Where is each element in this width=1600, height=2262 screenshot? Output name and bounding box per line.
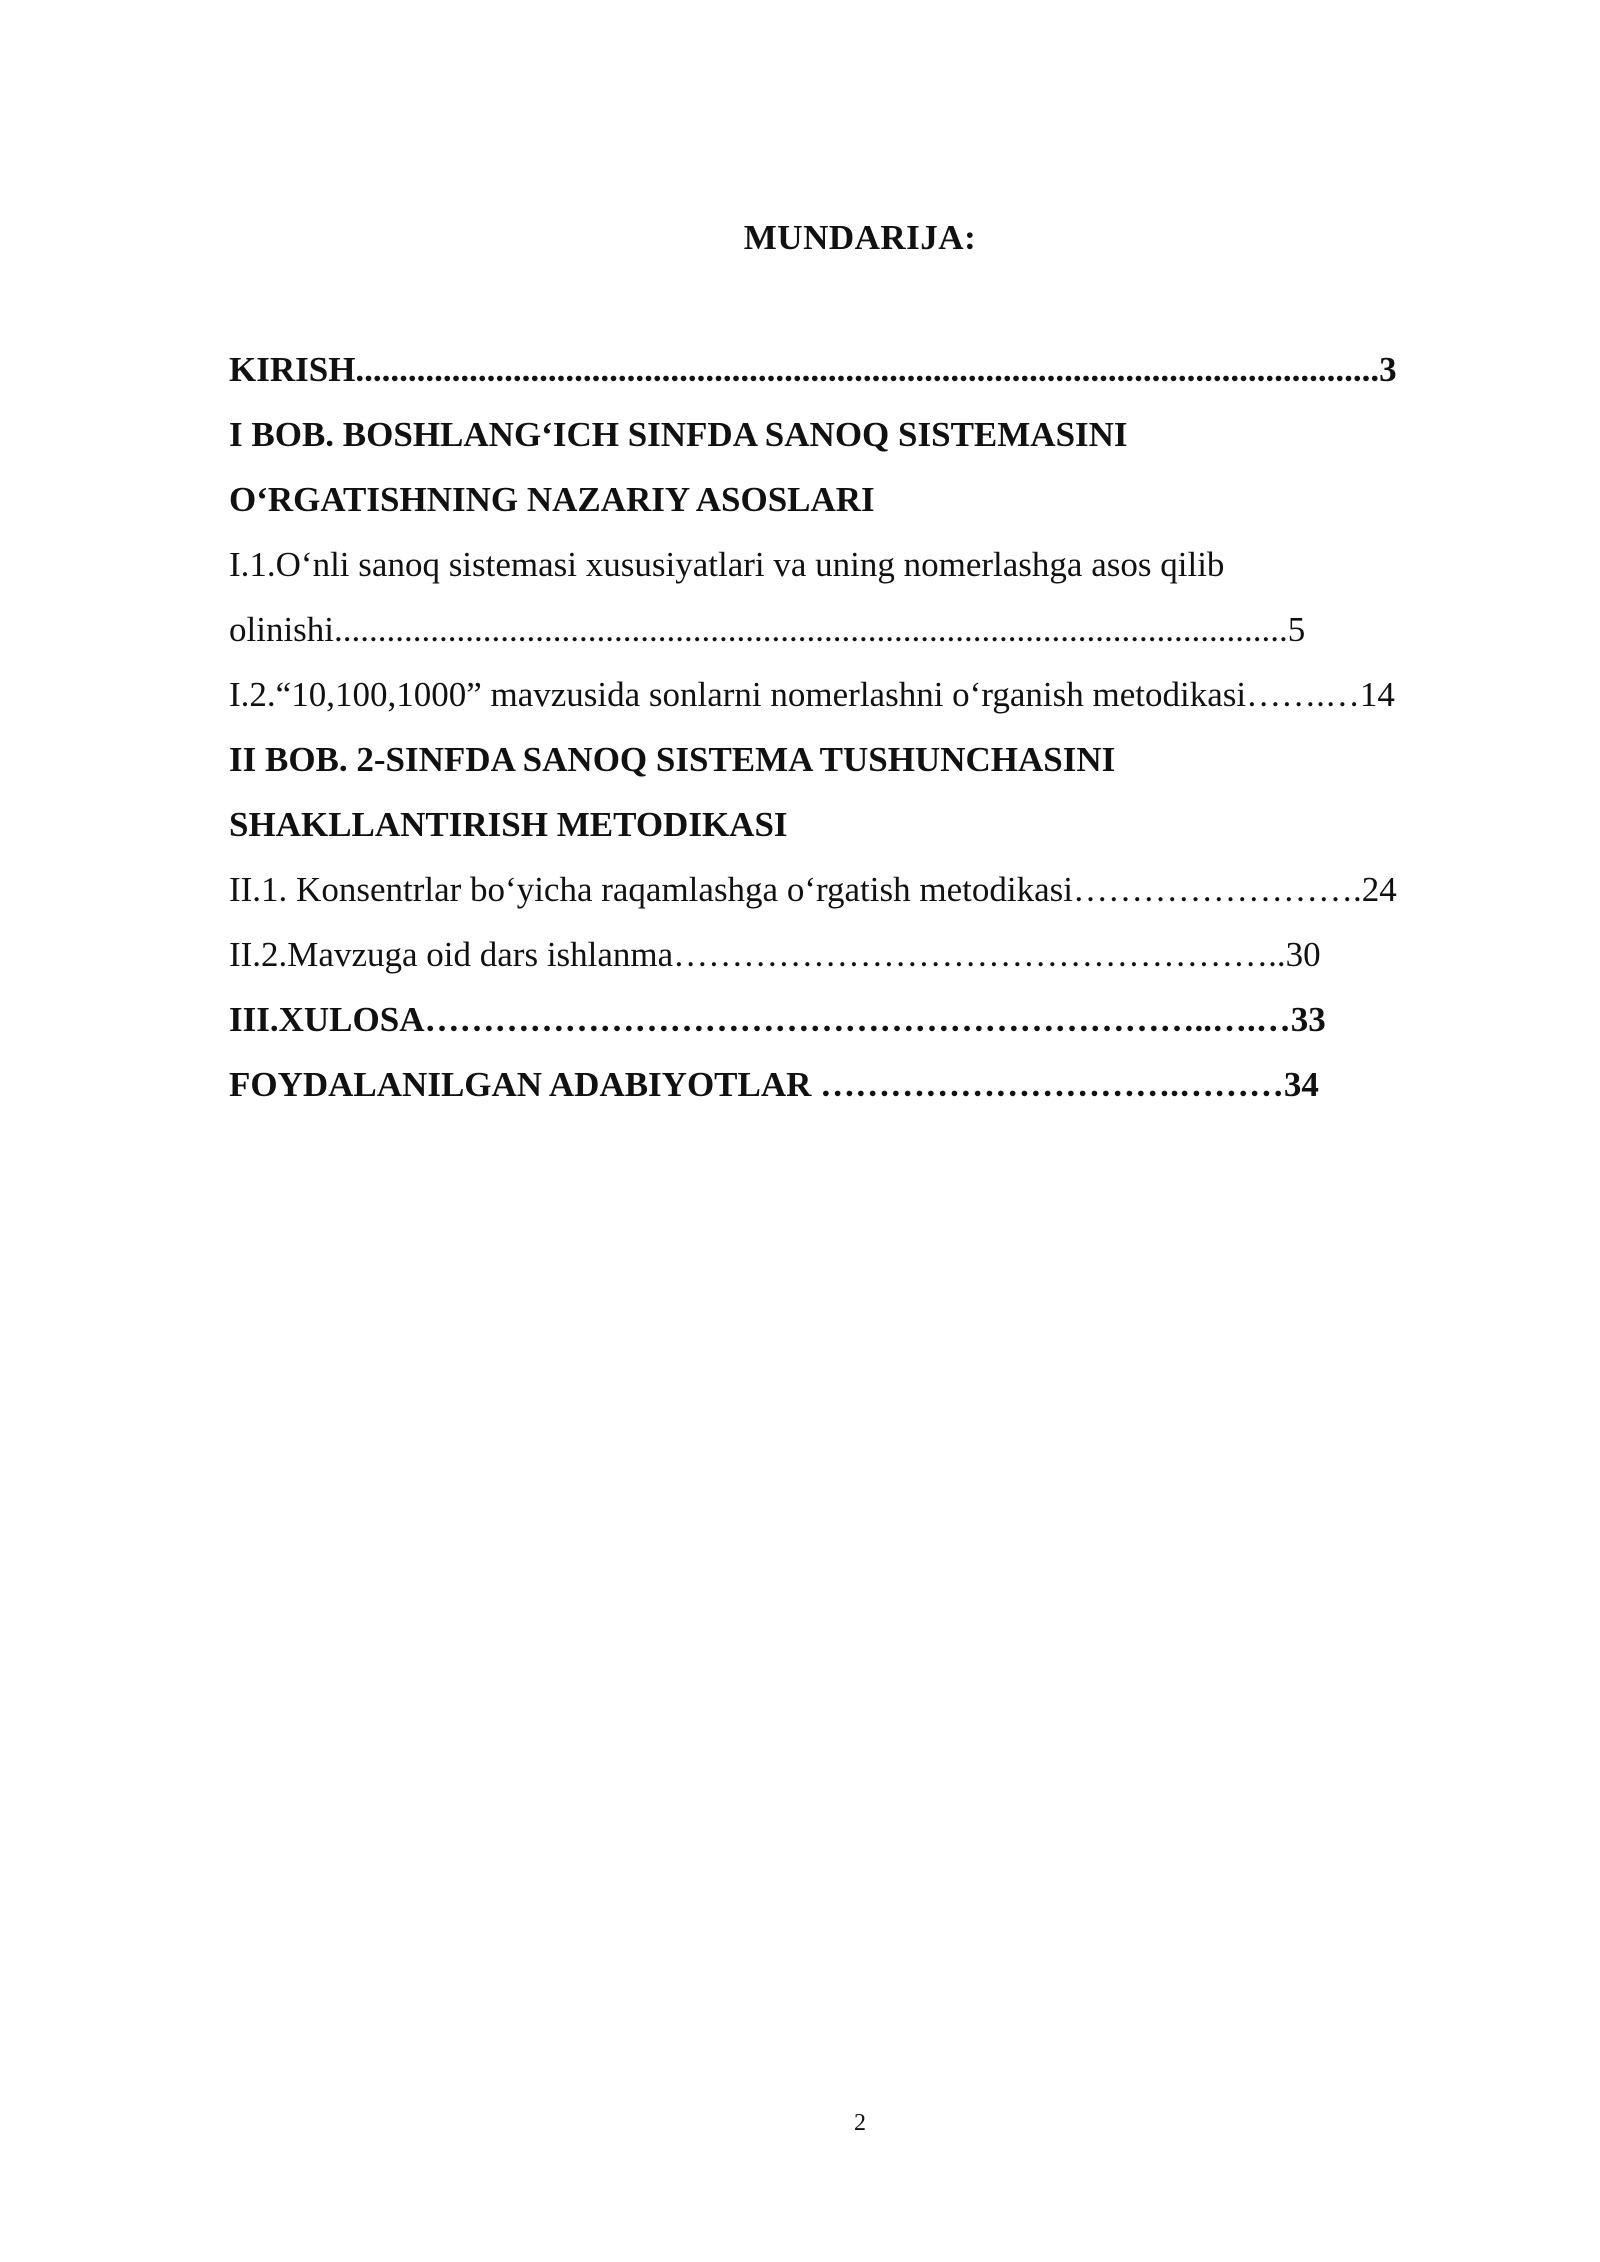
toc-entry-chapter-1-title-line-2: O‘RGATISHNING NAZARIY ASOSLARI — [229, 480, 875, 519]
toc-entry-conclusion: III.XULOSA…………………………………………………………..….…33 — [229, 1000, 1326, 1039]
toc-entry-section-1-1-line-1: I.1.O‘nli sanoq sistemasi xususiyatlari va uning nomerlashga asos qilib — [229, 545, 1225, 584]
toc-entry-chapter-2-title-line-2: SHAKLLANTIRISH METODIKASI — [229, 805, 788, 844]
toc-entry-section-2-1: II.1. Konsentrlar bo‘yicha raqamlashga o‘rgatish metodikasi…………………….24 — [229, 870, 1397, 909]
toc-entry-section-1-2: I.2.“10,100,1000” mavzusida sonlarni nomerlashni o‘rganish metodikasi…….…14 — [229, 675, 1395, 714]
toc-entry-chapter-2-title-line-1: II BOB. 2-SINFDA SANOQ SISTEMA TUSHUNCHASINI — [229, 740, 1116, 779]
toc-entry-chapter-1-title-line-1: I BOB. BOSHLANG‘ICH SINFDA SANOQ SISTEMASINI — [229, 415, 1128, 454]
table-of-contents — [229, 345, 1489, 1125]
toc-entry-references: FOYDALANILGAN ADABIYOTLAR ………………………….………34 — [229, 1065, 1319, 1104]
toc-entry-kirish: KIRISH.....................................................................................................................3 — [229, 350, 1397, 389]
toc-entry-section-2-2: II.2.Mavzuga oid dars ishlanma……………………………………………..30 — [229, 935, 1321, 974]
toc-entry-section-1-1-line-2: olinishi.............................................................................................................5 — [229, 610, 1306, 649]
page-title: MUNDARIJA: — [743, 218, 977, 257]
page-number: 2 — [854, 2110, 866, 2136]
